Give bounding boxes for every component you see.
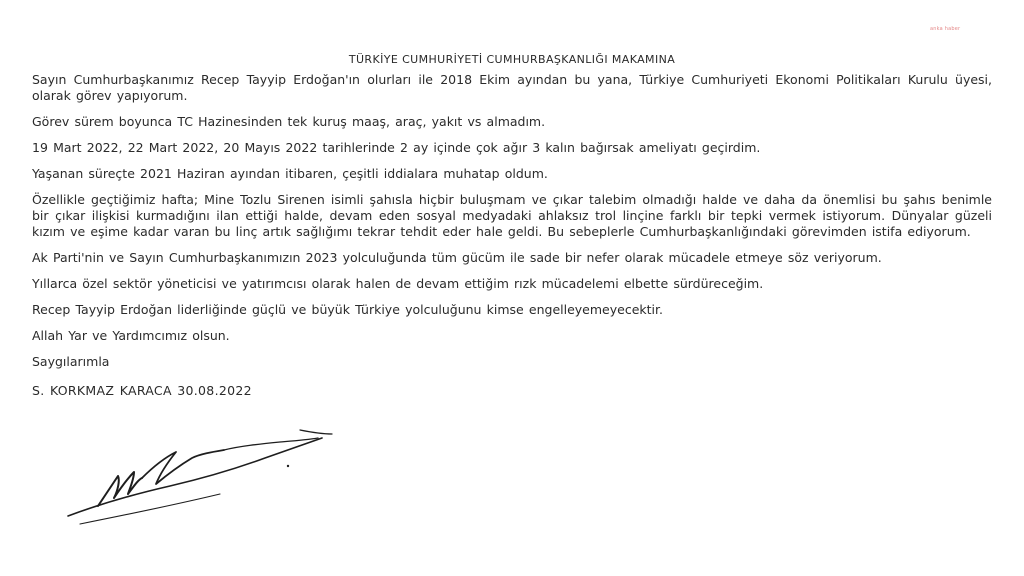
paragraph-6: Ak Parti'nin ve Sayın Cumhurbaşkanımızın 2023 yolculuğunda tüm gücüm ile sade bir nefer olarak mücadele etmeye söz veriyorum. bbox=[32, 250, 882, 265]
letter-title: TÜRKİYE CUMHURİYETİ CUMHURBAŞKANLIĞI MAKAMINA bbox=[348, 53, 676, 66]
paragraph-5: Özellikle geçtiğimiz hafta; Mine Tozlu Sirenen isimli şahısla hiçbir buluşmam ve çıkar talebim olmadığı halde ve daha da önemlisi bu şahıs benimle bir çıkar ilişkisi kurmadığını ilan ettiği halde, devam eden sosyal medyadaki ahlaksız trol linçine farklı bir tepki vermek istiyorum. Dünyalar güzeli kızım ve eşime kadar varan bu linç artık sağlığımı tekrar tehdit eder hale geldi. Bu sebeplerle Cumhurbaşkanlığındaki görevimden istifa ediyorum. bbox=[32, 192, 992, 239]
paragraph-4: Yaşanan süreçte 2021 Haziran ayından itibaren, çeşitli iddialara muhatap oldum. bbox=[32, 166, 548, 181]
paragraph-3: 19 Mart 2022, 22 Mart 2022, 20 Mayıs 2022 tarihlerinde 2 ay içinde çok ağır 3 kalın bağırsak ameliyatı geçirdim. bbox=[32, 140, 761, 155]
paragraph-9: Allah Yar ve Yardımcımız olsun. bbox=[32, 328, 230, 343]
paragraph-8: Recep Tayyip Erdoğan liderliğinde güçlü ve büyük Türkiye yolculuğunu kimse engelleyemeyecektir. bbox=[32, 302, 663, 317]
watermark: anka haber bbox=[930, 26, 961, 32]
letter-body bbox=[32, 72, 992, 399]
signatory-name-date: S. KORKMAZ KARACA 30.08.2022 bbox=[32, 383, 252, 398]
handwritten-signature bbox=[60, 424, 360, 534]
paragraph-1: Sayın Cumhurbaşkanımız Recep Tayyip Erdoğan'ın olurları ile 2018 Ekim ayından bu yana, Türkiye Cumhuriyeti Ekonomi Politikaları Kurulu üyesi, olarak görev yapıyorum. bbox=[32, 72, 992, 103]
closing-salutation: Saygılarımla bbox=[32, 354, 110, 369]
paragraph-2: Görev sürem boyunca TC Hazinesinden tek kuruş maaş, araç, yakıt vs almadım. bbox=[32, 114, 546, 129]
paragraph-7: Yıllarca özel sektör yöneticisi ve yatırımcısı olarak halen de devam ettiğim rızk mücadelemi elbette sürdüreceğim. bbox=[32, 276, 764, 291]
